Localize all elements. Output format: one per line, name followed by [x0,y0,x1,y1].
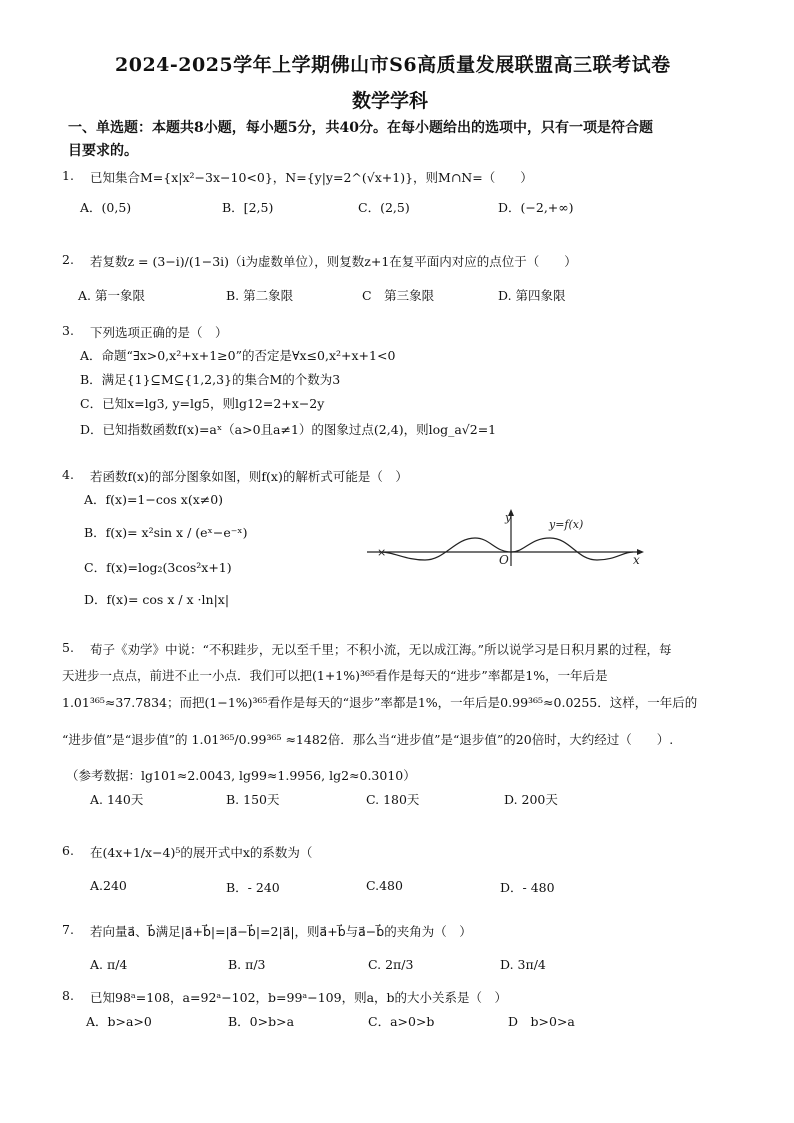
option-b: B．[2,5) [222,200,274,215]
option-c: C. 180天 [366,792,420,807]
option-c: C. 2π/3 [368,957,414,972]
section-heading-cont: 目要求的。 [68,143,138,159]
question-line: “进步值”是“退步值”的 1.01³⁶⁵/0.99³⁶⁵ ≈1482倍．那么当“进步值”是“退步值”的20倍时，大约经过（ ）. [62,732,674,747]
option-a: A．f(x)=1−cos x(x≠0) [84,492,224,507]
option-c: C．(2,5) [358,200,410,215]
option-d: D．- 480 [500,880,555,895]
question-stem: 下列选项正确的是（ ） [90,325,228,340]
option-c: C．a>0>b [368,1014,435,1029]
option-b: B．f(x)= x²sin x / (eˣ−e⁻ˣ) [84,525,248,540]
option-a: A. π/4 [90,957,128,972]
option-b: B. 第二象限 [226,288,294,303]
question-number: 1. [62,168,74,183]
question-stem: 若复数z = (3−i)/(1−3i)（i为虚数单位），则复数z+1在复平面内对应的点位于（ ） [90,254,577,269]
section-heading: 一、单选题：本题共8小题，每小题5分，共40分。在每小题给出的选项中，只有一项是符合题 [68,120,653,136]
option-b: B．- 240 [226,880,280,895]
page-subtitle: 数学学科 [352,90,429,112]
option-c: C．f(x)=log₂(3cos²x+1) [84,560,232,575]
option-b: B．0>b>a [228,1014,295,1029]
option-c: C 第三象限 [362,288,435,303]
question-stem: 在(4x+1/x−4)⁵的展开式中x的系数为（ [90,845,313,860]
question-number: 7. [62,922,74,937]
option-c: C．已知x=lg3, y=lg5，则lg12=2+x−2y [80,396,325,411]
option-d: D．(−2,+∞) [498,200,574,215]
option-a: A．命题“∃x>0,x²+x+1≥0”的否定是∀x≤0,x²+x+1<0 [80,348,396,363]
origin-label: O [499,553,509,567]
question-stem: 已知集合M={x|x²−3x−10<0}，N={y|y=2^(√x+1)}，则M∩N=（ ） [90,170,533,185]
option-a: A. 第一象限 [78,288,145,303]
question-number: 5. [62,640,74,655]
question-number: 2. [62,252,74,267]
option-a: A. 140天 [90,792,144,807]
left-mark: × [377,546,387,559]
option-a: A.240 [90,878,127,893]
question-stem: 已知98ᵃ=108，a=92ᵃ−102，b=99ᵃ−109，则a，b的大小关系是（ ） [90,990,508,1005]
question-stem: 若函数f(x)的部分图象如图，则f(x)的解析式可能是（ ） [90,469,408,484]
option-c: C.480 [366,878,403,893]
option-b: B. 150天 [226,792,280,807]
option-d: D. 3π/4 [500,957,546,972]
option-b: B. π/3 [228,957,266,972]
curve-label: y=f(x) [549,518,584,531]
question-line: 荀子《劝学》中说：“不积跬步，无以至千里；不积小流，无以成江海。”所以说学习是日积月累的过程，每 [90,642,672,657]
question-stem: 若向量a⃗、b⃗满足|a⃗+b⃗|=|a⃗−b⃗|=2|a⃗|，则a⃗+b⃗与a⃗−b⃗的夹角为（ ） [90,924,472,939]
option-d: D b>0>a [508,1014,575,1029]
reference-data: （参考数据：lg101≈2.0043, lg99≈1.9956, lg2≈0.3010） [66,768,416,783]
option-d: D．已知指数函数f(x)=aˣ（a>0且a≠1）的图象过点(2,4)，则log_a√2=1 [80,422,497,437]
x-label: x [633,553,640,567]
option-a: A．b>a>0 [86,1014,152,1029]
page-title: 2024-2025学年上学期佛山市S6高质量发展联盟高三联考试卷 [115,54,671,76]
question-line: 天进步一点点，前进不止一小点．我们可以把(1+1%)³⁶⁵看作是每天的“进步”率都是1%，一年后是 [62,668,608,683]
option-d: D. 第四象限 [498,288,566,303]
option-a: A．(0,5) [80,200,132,215]
option-d: D. 200天 [504,792,558,807]
question-number: 6. [62,843,74,858]
function-graph [365,508,645,568]
option-d: D．f(x)= cos x / x ·ln|x| [84,592,230,607]
question-number: 4. [62,467,74,482]
question-number: 8. [62,988,74,1003]
option-b: B．满足{1}⊆M⊆{1,2,3}的集合M的个数为3 [80,372,341,387]
question-line: 1.01³⁶⁵≈37.7834；而把(1−1%)³⁶⁵看作是每天的“退步”率都是1%，一年后是0.99³⁶⁵≈0.0255．这样，一年后的 [62,695,698,710]
question-number: 3. [62,323,74,338]
y-label: y [505,511,512,524]
